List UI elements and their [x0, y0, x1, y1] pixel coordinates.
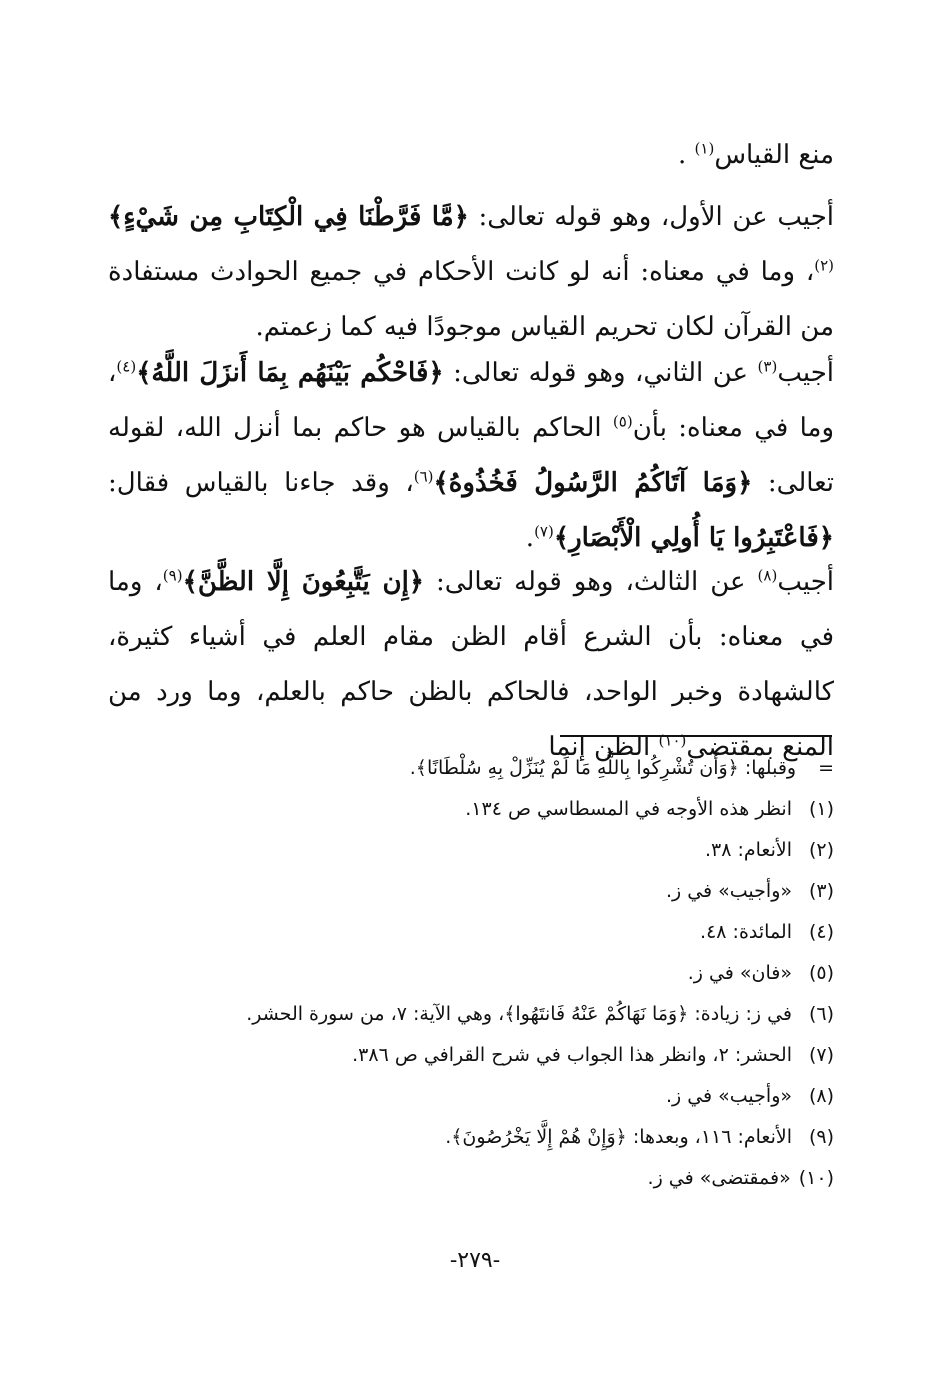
- footnote-ref-9: (٩): [162, 566, 183, 585]
- footnote-7: [108, 1035, 834, 1076]
- footnote-number: (٩): [808, 1126, 834, 1148]
- paragraph-2-text-1: أجيب عن الأول، وهو قوله تعالى:: [468, 202, 835, 232]
- footnote-number: (٧): [808, 1044, 834, 1066]
- quran-verse-4: ﴿فَاعْتَبِرُوا يَا أُولِي الْأَبْصَارِ﴾: [553, 523, 834, 553]
- footnote-text: المائدة: ٤٨.: [700, 921, 792, 943]
- footnote-number: (٤): [808, 921, 834, 943]
- footnote-10: [108, 1158, 834, 1199]
- footnote-ref-3: (٣): [757, 357, 778, 376]
- footnote-text: انظر هذه الأوجه في المسطاسي ص ١٣٤.: [465, 798, 792, 820]
- paragraph-1-text: منع القياس: [714, 140, 834, 170]
- footnote-number: (٨): [808, 1085, 834, 1107]
- continuation-text: وقبلها: ﴿وَأَن تُشْرِكُوا بِاللَّهِ مَا لَمْ يُنَزِّلْ بِهِ سُلْطَانًا﴾.: [409, 757, 797, 779]
- footnote-5: [108, 953, 834, 994]
- footnote-ref-10: (١٠): [658, 731, 687, 750]
- paragraph-1-end: .: [678, 140, 695, 170]
- footnote-number: (٦): [808, 1003, 834, 1025]
- quran-verse-1: ﴿مَّا فَرَّطْنَا فِي الْكِتَابِ مِن شَيْءٍ﴾: [108, 202, 469, 232]
- footnote-number: (١): [808, 798, 834, 820]
- paragraph-3-text-5: ، وقد جاءنا بالقياس فقال:: [108, 468, 414, 498]
- paragraph-1: [108, 128, 834, 183]
- footnote-ref-8: (٨): [757, 566, 778, 585]
- footnote-3: [108, 871, 834, 912]
- footnote-number: (٣): [808, 880, 834, 902]
- footnote-8: [108, 1076, 834, 1117]
- paragraph-4-text-3: ، وما في معناه: بأن الشرع أقام الظن مقام العلم في أشياء كثيرة، كالشهادة وخبر الواحد، فالحاكم بالظن حاكم بالعلم، وما ورد من المنع بمقتضى: [108, 567, 834, 762]
- quran-verse-5: ﴿إِن يَتَّبِعُونَ إِلَّا الظَّنَّ﴾: [182, 567, 425, 597]
- footnote-text: الأنعام: ٣٨.: [704, 839, 792, 861]
- footnote-text: الحشر: ٢، وانظر هذا الجواب في شرح القرافي ص ٣٨٦.: [352, 1044, 792, 1066]
- footnote-text: «فمقتضى» في ز.: [647, 1167, 791, 1189]
- footnote-text: الأنعام: ١١٦، وبعدها: ﴿وَإِنْ هُمْ إِلَّا يَخْرُصُونَ﴾.: [445, 1126, 792, 1148]
- paragraph-3: [108, 346, 834, 566]
- paragraph-4-text-1: أجيب: [777, 567, 834, 597]
- footnote-text: «وأجيب» في ز.: [665, 1085, 792, 1107]
- footnote-9: [108, 1117, 834, 1158]
- footnote-ref-7: (٧): [534, 522, 554, 541]
- quran-verse-2: ﴿فَاحْكُم بَيْنَهُم بِمَا أَنزَلَ اللَّهُ﴾: [136, 358, 444, 388]
- paragraph-3-text-3: ، وما في معناه: بأن: [108, 358, 835, 443]
- footnote-text: في ز: زيادة: ﴿وَمَا نَهَاكُمْ عَنْهُ فَانتَهُوا﴾، وهي الآية: ٧، من سورة الحشر.: [246, 1003, 792, 1025]
- paragraph-3-text-6: .: [525, 523, 535, 553]
- footnote-ref-1: (١): [694, 139, 715, 158]
- continuation-mark: =: [818, 757, 834, 779]
- footnote-text: «وأجيب» في ز.: [665, 880, 792, 902]
- footnote-number: (٥): [808, 962, 834, 984]
- paragraph-3-text-4: الحاكم بالقياس هو حاكم بما أنزل الله، لقوله تعالى:: [108, 413, 834, 498]
- footnote-6: [108, 994, 834, 1035]
- paragraph-4-text-4: الظن إنما: [548, 732, 659, 762]
- paragraph-2: [108, 190, 834, 355]
- paragraph-4: [108, 555, 834, 775]
- paragraph-4-text-2: عن الثالث، وهو قوله تعالى:: [424, 567, 758, 597]
- page-number: -٢٧٩-: [449, 1248, 501, 1273]
- footnote-ref-6: (٦): [413, 467, 434, 486]
- footnotes: [108, 748, 834, 1199]
- footnote-divider: [560, 735, 832, 737]
- paragraph-2-text-2: ، وما في معناه: أنه لو كانت الأحكام في جميع الحوادث مستفادة من القرآن لكان تحريم القياس موجودًا فيه كما زعمتم.: [108, 257, 834, 342]
- quran-verse-3: ﴿وَمَا آتَاكُمُ الرَّسُولُ فَخُذُوهُ﴾: [433, 468, 753, 498]
- paragraph-3-text-1: أجيب: [777, 358, 834, 388]
- footnote-number: (١٠): [798, 1167, 834, 1189]
- footnote-text: «فان» في ز.: [687, 962, 792, 984]
- footnote-continuation: [108, 748, 834, 789]
- footnote-ref-2: (٢): [814, 256, 834, 275]
- footnote-2: [108, 830, 834, 871]
- footnote-number: (٢): [808, 839, 834, 861]
- paragraph-3-text-2: عن الثاني، وهو قوله تعالى:: [443, 358, 758, 388]
- footnote-4: [108, 912, 834, 953]
- footnote-ref-5: (٥): [612, 412, 633, 431]
- footnote-ref-4: (٤): [116, 357, 137, 376]
- footnote-1: [108, 789, 834, 830]
